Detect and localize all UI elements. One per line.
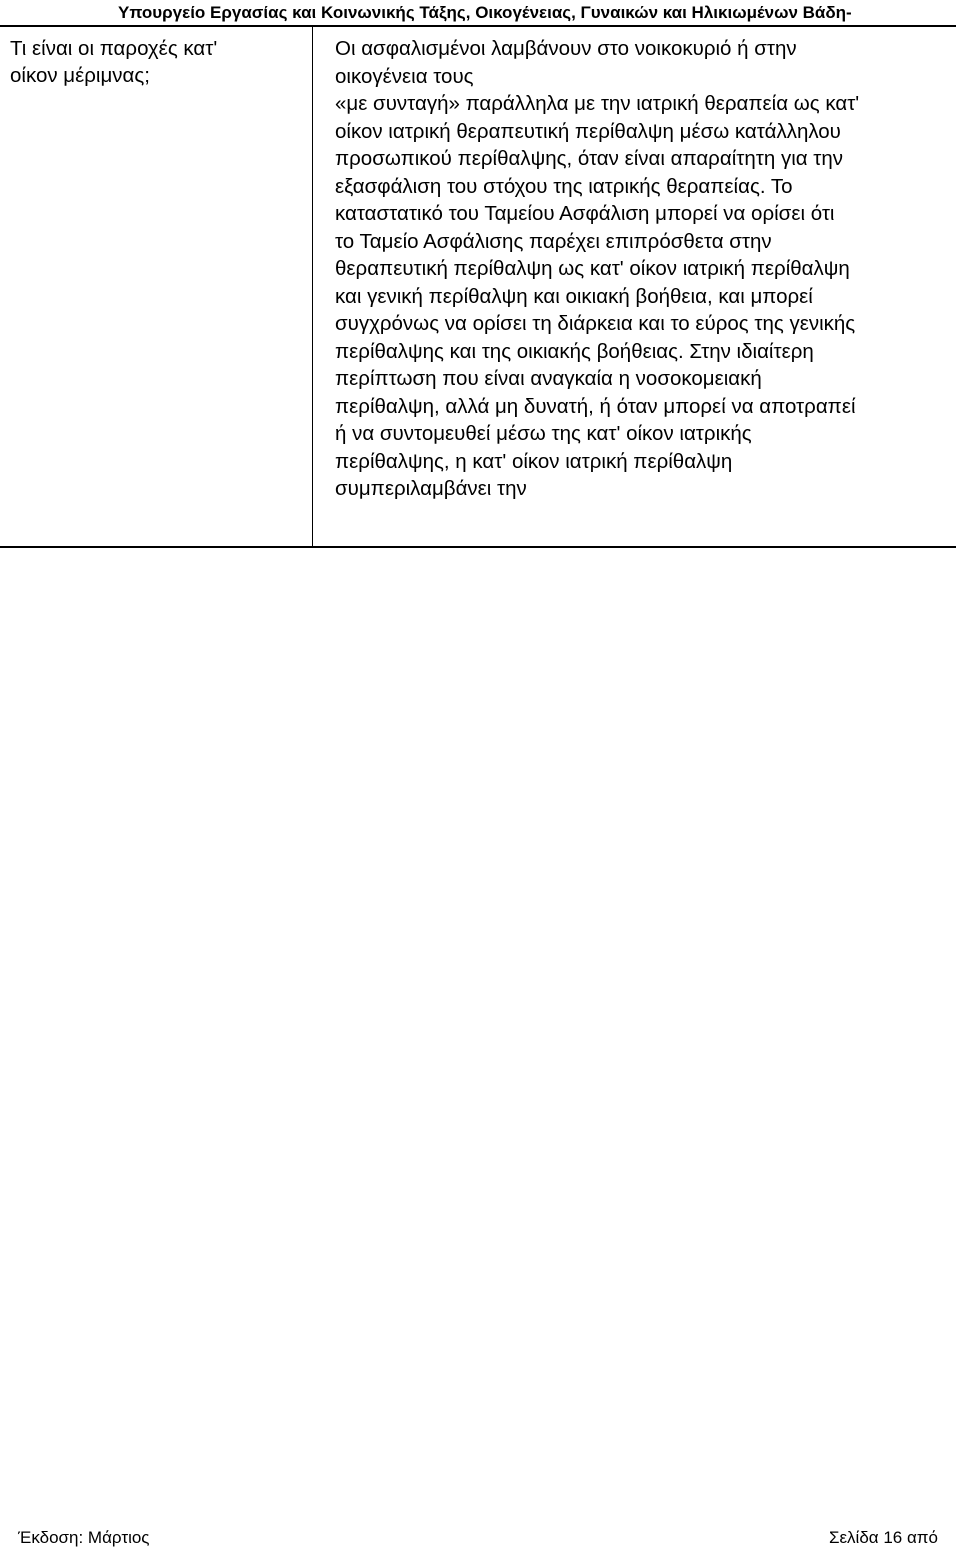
answer-line: περίθαλψης, η κατ' οίκον ιατρική περίθαλψη (335, 449, 733, 473)
answer-line: εξασφάλιση του στόχου της ιατρικής θεραπείας. Το (335, 174, 793, 198)
answer-line: προσωπικού περίθαλψης, όταν είναι απαραίτητη για την (335, 147, 844, 170)
answer-line: περίθαλψης και της οικιακής βοήθειας. Στην ιδιαίτερη (335, 339, 814, 363)
answer-line: «με συνταγή» παράλληλα με την ιατρική θεραπεία ως κατ' (335, 92, 860, 115)
question-cell (10, 35, 300, 89)
answer-line: το Ταμείο Ασφάλισης παρέχει επιπρόσθετα στην (335, 229, 772, 253)
answer-line: και γενική περίθαλψη και οικιακή βοήθεια, και μπορεί (335, 284, 813, 308)
footer-page-number: Σελίδα 16 από (828, 1528, 938, 1547)
answer-line: περίπτωση που είναι αναγκαία η νοσοκομειακή (335, 367, 762, 390)
answer-line: οίκον ιατρική θεραπευτική περίθαλψη μέσω κατάλληλου (335, 119, 841, 143)
answer-line: οικογένεια τους (335, 64, 474, 88)
answer-line: ή να συντομευθεί μέσω της κατ' οίκον ιατρικής (335, 422, 752, 445)
answer-line: θεραπευτική περίθαλψη ως κατ' οίκον ιατρική περίθαλψη (335, 257, 850, 280)
footer-edition: Έκδοση: Μάρτιος (18, 1528, 150, 1547)
question-line: οίκον μέριμνας; (10, 64, 150, 87)
answer-line: καταστατικό του Ταμείου Ασφάλιση μπορεί να ορίσει ότι (335, 202, 835, 225)
question-line: Τι είναι οι παροχές κατ' (10, 37, 218, 60)
qa-table (0, 25, 956, 548)
answer-line: συμπεριλαμβάνει την (335, 477, 527, 500)
answer-line: συγχρόνως να ορίσει τη διάρκεια και το εύρος της γενικής (335, 312, 856, 335)
answer-line: Οι ασφαλισμένοι λαμβάνουν στο νοικοκυριό ή στην (335, 37, 797, 60)
page-header-title: Υπουργείο Εργασίας και Κοινωνικής Τάξης, Οικογένειας, Γυναικών και Ηλικιωμένων Βάδη- (118, 3, 852, 22)
answer-cell (335, 35, 941, 503)
column-divider (312, 27, 313, 546)
answer-line: περίθαλψη, αλλά μη δυνατή, ή όταν μπορεί να αποτραπεί (335, 394, 856, 418)
